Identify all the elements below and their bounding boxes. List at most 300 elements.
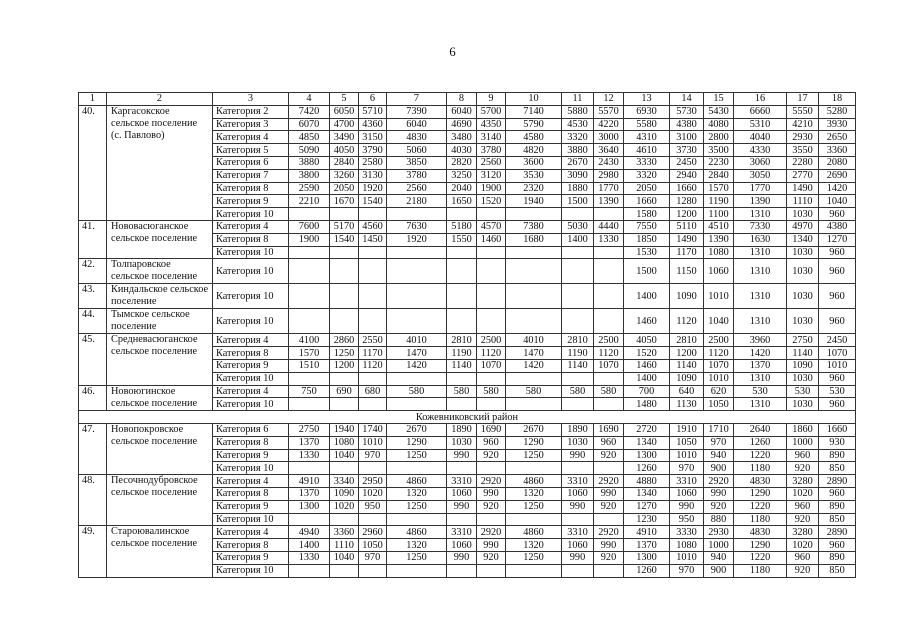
value-cell: 1520 bbox=[624, 347, 670, 360]
value-cell: 580 bbox=[477, 385, 506, 398]
category-cell: Категория 8 bbox=[213, 436, 289, 449]
header-cell: 11 bbox=[562, 93, 594, 106]
value-cell: 3550 bbox=[787, 144, 819, 157]
value-cell: 640 bbox=[670, 385, 704, 398]
category-cell: Категория 10 bbox=[213, 372, 289, 385]
value-cell bbox=[289, 398, 330, 411]
value-cell: 1110 bbox=[330, 539, 359, 552]
value-cell: 970 bbox=[359, 449, 387, 462]
value-cell bbox=[447, 284, 477, 309]
row-number: 44. bbox=[79, 309, 107, 334]
category-cell: Категория 10 bbox=[213, 564, 289, 577]
value-cell: 1940 bbox=[330, 423, 359, 436]
value-cell: 940 bbox=[704, 449, 734, 462]
value-cell: 1540 bbox=[359, 195, 387, 208]
value-cell: 1310 bbox=[734, 208, 787, 221]
value-cell: 1290 bbox=[387, 436, 447, 449]
value-cell: 4510 bbox=[704, 220, 734, 233]
value-cell: 4010 bbox=[387, 334, 447, 347]
value-cell: 1340 bbox=[787, 233, 819, 246]
value-cell: 2810 bbox=[562, 334, 594, 347]
value-cell bbox=[387, 513, 447, 526]
value-cell: 2180 bbox=[387, 195, 447, 208]
value-cell: 1270 bbox=[624, 500, 670, 513]
value-cell: 4310 bbox=[624, 131, 670, 144]
header-cell: 14 bbox=[670, 93, 704, 106]
value-cell bbox=[506, 259, 562, 284]
value-cell: 960 bbox=[787, 551, 819, 564]
value-cell: 3090 bbox=[562, 169, 594, 182]
value-cell: 1460 bbox=[624, 359, 670, 372]
value-cell: 1200 bbox=[670, 347, 704, 360]
value-cell: 1770 bbox=[594, 182, 624, 195]
value-cell: 580 bbox=[387, 385, 447, 398]
category-cell: Категория 4 bbox=[213, 131, 289, 144]
value-cell: 3000 bbox=[594, 131, 624, 144]
value-cell: 1390 bbox=[704, 233, 734, 246]
category-cell: Категория 4 bbox=[213, 475, 289, 488]
value-cell: 2050 bbox=[624, 182, 670, 195]
value-cell: 1740 bbox=[359, 423, 387, 436]
value-cell: 2920 bbox=[704, 475, 734, 488]
value-cell: 1540 bbox=[330, 233, 359, 246]
value-cell: 1140 bbox=[447, 359, 477, 372]
value-cell: 1030 bbox=[787, 208, 819, 221]
table-row bbox=[79, 220, 856, 233]
value-cell: 3120 bbox=[477, 169, 506, 182]
value-cell: 4040 bbox=[734, 131, 787, 144]
value-cell: 1250 bbox=[506, 551, 562, 564]
value-cell bbox=[387, 398, 447, 411]
value-cell: 2810 bbox=[447, 334, 477, 347]
value-cell: 1690 bbox=[594, 423, 624, 436]
value-cell: 1670 bbox=[330, 195, 359, 208]
value-cell bbox=[387, 564, 447, 577]
value-cell: 1030 bbox=[787, 284, 819, 309]
value-cell: 1140 bbox=[562, 359, 594, 372]
value-cell: 1140 bbox=[787, 347, 819, 360]
row-number: 41. bbox=[79, 220, 107, 258]
value-cell: 1420 bbox=[506, 359, 562, 372]
value-cell: 2920 bbox=[594, 475, 624, 488]
value-cell: 1170 bbox=[670, 246, 704, 259]
value-cell: 2550 bbox=[359, 334, 387, 347]
value-cell: 960 bbox=[819, 309, 856, 334]
value-cell: 960 bbox=[477, 436, 506, 449]
value-cell: 6040 bbox=[447, 105, 477, 118]
value-cell bbox=[562, 398, 594, 411]
value-cell: 1050 bbox=[704, 398, 734, 411]
value-cell: 1920 bbox=[359, 182, 387, 195]
value-cell: 4820 bbox=[506, 144, 562, 157]
value-cell bbox=[562, 246, 594, 259]
value-cell bbox=[477, 246, 506, 259]
value-cell bbox=[477, 462, 506, 475]
value-cell bbox=[289, 284, 330, 309]
value-cell: 1010 bbox=[670, 449, 704, 462]
value-cell: 1220 bbox=[734, 500, 787, 513]
value-cell: 920 bbox=[477, 551, 506, 564]
category-cell: Категория 8 bbox=[213, 487, 289, 500]
value-cell: 1490 bbox=[670, 233, 704, 246]
value-cell: 940 bbox=[704, 551, 734, 564]
value-cell: 4030 bbox=[447, 144, 477, 157]
value-cell: 1090 bbox=[787, 359, 819, 372]
value-cell: 850 bbox=[819, 564, 856, 577]
value-cell: 1300 bbox=[624, 551, 670, 564]
value-cell: 530 bbox=[819, 385, 856, 398]
value-cell: 1000 bbox=[704, 539, 734, 552]
table-body bbox=[79, 93, 856, 578]
value-cell: 1250 bbox=[506, 500, 562, 513]
value-cell: 1230 bbox=[624, 513, 670, 526]
value-cell: 1060 bbox=[447, 487, 477, 500]
settlement-name: Староювалинское сельское поселение bbox=[107, 526, 213, 577]
value-cell bbox=[594, 246, 624, 259]
value-cell: 950 bbox=[670, 513, 704, 526]
category-cell: Категория 10 bbox=[213, 462, 289, 475]
value-cell: 2980 bbox=[594, 169, 624, 182]
value-cell bbox=[447, 259, 477, 284]
category-cell: Категория 9 bbox=[213, 359, 289, 372]
value-cell: 5170 bbox=[330, 220, 359, 233]
value-cell bbox=[477, 259, 506, 284]
value-cell: 1060 bbox=[704, 259, 734, 284]
value-cell bbox=[447, 309, 477, 334]
value-cell bbox=[359, 372, 387, 385]
value-cell bbox=[289, 309, 330, 334]
value-cell: 850 bbox=[819, 513, 856, 526]
value-cell: 990 bbox=[670, 500, 704, 513]
value-cell: 1030 bbox=[562, 436, 594, 449]
value-cell bbox=[477, 564, 506, 577]
value-cell: 1680 bbox=[506, 233, 562, 246]
value-cell: 1010 bbox=[359, 436, 387, 449]
row-number: 42. bbox=[79, 259, 107, 284]
value-cell: 7550 bbox=[624, 220, 670, 233]
row-number: 49. bbox=[79, 526, 107, 577]
category-cell: Категория 10 bbox=[213, 513, 289, 526]
value-cell: 1570 bbox=[289, 347, 330, 360]
value-cell: 1090 bbox=[330, 487, 359, 500]
row-number: 46. bbox=[79, 385, 107, 411]
value-cell bbox=[289, 259, 330, 284]
value-cell: 1690 bbox=[477, 423, 506, 436]
value-cell: 1120 bbox=[670, 309, 704, 334]
value-cell: 990 bbox=[447, 449, 477, 462]
value-cell: 1060 bbox=[562, 539, 594, 552]
value-cell bbox=[330, 208, 359, 221]
header-cell: 13 bbox=[624, 93, 670, 106]
value-cell: 1420 bbox=[734, 347, 787, 360]
category-cell: Категория 9 bbox=[213, 449, 289, 462]
value-cell: 3800 bbox=[289, 169, 330, 182]
value-cell: 1400 bbox=[562, 233, 594, 246]
header-cell: 10 bbox=[506, 93, 562, 106]
value-cell: 3360 bbox=[330, 526, 359, 539]
value-cell bbox=[594, 208, 624, 221]
value-cell: 1060 bbox=[447, 539, 477, 552]
value-cell bbox=[289, 246, 330, 259]
value-cell: 1400 bbox=[624, 284, 670, 309]
value-cell: 1290 bbox=[506, 436, 562, 449]
value-cell: 1500 bbox=[562, 195, 594, 208]
value-cell: 1890 bbox=[562, 423, 594, 436]
value-cell: 2450 bbox=[670, 156, 704, 169]
category-cell: Категория 10 bbox=[213, 259, 289, 284]
table-row bbox=[79, 259, 856, 284]
value-cell bbox=[562, 208, 594, 221]
value-cell: 1290 bbox=[734, 487, 787, 500]
value-cell: 1010 bbox=[704, 284, 734, 309]
value-cell: 1220 bbox=[734, 551, 787, 564]
value-cell: 2590 bbox=[289, 182, 330, 195]
value-cell bbox=[289, 372, 330, 385]
value-cell: 1070 bbox=[704, 359, 734, 372]
value-cell: 5730 bbox=[670, 105, 704, 118]
value-cell: 1400 bbox=[624, 372, 670, 385]
value-cell: 3330 bbox=[624, 156, 670, 169]
value-cell: 530 bbox=[734, 385, 787, 398]
value-cell: 6040 bbox=[387, 118, 447, 131]
value-cell: 1030 bbox=[787, 259, 819, 284]
value-cell: 2840 bbox=[330, 156, 359, 169]
value-cell: 1200 bbox=[330, 359, 359, 372]
value-cell: 2230 bbox=[704, 156, 734, 169]
value-cell bbox=[289, 462, 330, 475]
value-cell: 1180 bbox=[734, 462, 787, 475]
value-cell: 990 bbox=[594, 539, 624, 552]
value-cell: 990 bbox=[562, 551, 594, 564]
value-cell: 580 bbox=[594, 385, 624, 398]
value-cell bbox=[359, 564, 387, 577]
value-cell: 620 bbox=[704, 385, 734, 398]
category-cell: Категория 4 bbox=[213, 220, 289, 233]
value-cell bbox=[359, 259, 387, 284]
value-cell: 920 bbox=[787, 462, 819, 475]
value-cell: 1090 bbox=[670, 372, 704, 385]
value-cell: 2670 bbox=[387, 423, 447, 436]
value-cell: 1030 bbox=[787, 246, 819, 259]
value-cell: 1310 bbox=[734, 259, 787, 284]
value-cell: 3260 bbox=[330, 169, 359, 182]
value-cell: 1390 bbox=[734, 195, 787, 208]
value-cell: 1310 bbox=[734, 372, 787, 385]
value-cell: 6050 bbox=[330, 105, 359, 118]
value-cell: 1260 bbox=[624, 462, 670, 475]
value-cell: 1290 bbox=[734, 539, 787, 552]
value-cell bbox=[477, 372, 506, 385]
category-cell: Категория 10 bbox=[213, 208, 289, 221]
value-cell: 930 bbox=[819, 436, 856, 449]
value-cell bbox=[330, 462, 359, 475]
value-cell: 1470 bbox=[387, 347, 447, 360]
category-cell: Категория 3 bbox=[213, 118, 289, 131]
value-cell: 1320 bbox=[387, 539, 447, 552]
value-cell bbox=[506, 208, 562, 221]
value-cell: 5790 bbox=[506, 118, 562, 131]
value-cell: 3130 bbox=[359, 169, 387, 182]
value-cell: 990 bbox=[562, 500, 594, 513]
value-cell bbox=[594, 513, 624, 526]
value-cell: 2890 bbox=[819, 526, 856, 539]
value-cell: 4360 bbox=[359, 118, 387, 131]
category-cell: Категория 6 bbox=[213, 156, 289, 169]
value-cell: 4910 bbox=[289, 475, 330, 488]
value-cell bbox=[289, 513, 330, 526]
value-cell: 2580 bbox=[359, 156, 387, 169]
value-cell bbox=[387, 309, 447, 334]
value-cell: 3310 bbox=[562, 475, 594, 488]
value-cell: 990 bbox=[447, 551, 477, 564]
value-cell: 3310 bbox=[447, 526, 477, 539]
value-cell: 4860 bbox=[387, 475, 447, 488]
header-cell: 8 bbox=[447, 93, 477, 106]
category-cell: Категория 10 bbox=[213, 309, 289, 334]
value-cell: 1310 bbox=[734, 398, 787, 411]
header-cell: 2 bbox=[107, 93, 213, 106]
value-cell: 2920 bbox=[477, 526, 506, 539]
value-cell: 3480 bbox=[447, 131, 477, 144]
value-cell: 1030 bbox=[787, 372, 819, 385]
value-cell: 4880 bbox=[624, 475, 670, 488]
value-cell: 2080 bbox=[819, 156, 856, 169]
value-cell bbox=[330, 309, 359, 334]
value-cell: 1260 bbox=[624, 564, 670, 577]
value-cell: 6930 bbox=[624, 105, 670, 118]
value-cell: 5280 bbox=[819, 105, 856, 118]
header-cell: 7 bbox=[387, 93, 447, 106]
value-cell bbox=[477, 513, 506, 526]
settlement-name: Толпаровское сельское поселение bbox=[107, 259, 213, 284]
value-cell: 3320 bbox=[624, 169, 670, 182]
table-row bbox=[79, 105, 856, 118]
value-cell bbox=[359, 398, 387, 411]
value-cell: 3880 bbox=[289, 156, 330, 169]
value-cell: 2670 bbox=[562, 156, 594, 169]
value-cell: 1330 bbox=[289, 449, 330, 462]
value-cell: 1650 bbox=[447, 195, 477, 208]
value-cell bbox=[562, 372, 594, 385]
header-cell: 18 bbox=[819, 93, 856, 106]
value-cell: 580 bbox=[562, 385, 594, 398]
row-number: 45. bbox=[79, 334, 107, 385]
value-cell: 1070 bbox=[819, 347, 856, 360]
value-cell bbox=[330, 246, 359, 259]
value-cell: 1320 bbox=[387, 487, 447, 500]
value-cell: 5110 bbox=[670, 220, 704, 233]
value-cell: 4210 bbox=[787, 118, 819, 131]
value-cell: 1580 bbox=[624, 208, 670, 221]
category-cell: Категория 4 bbox=[213, 334, 289, 347]
value-cell: 1220 bbox=[734, 449, 787, 462]
value-cell: 1450 bbox=[359, 233, 387, 246]
value-cell: 7420 bbox=[289, 105, 330, 118]
value-cell: 920 bbox=[594, 500, 624, 513]
value-cell: 3600 bbox=[506, 156, 562, 169]
value-cell bbox=[594, 372, 624, 385]
value-cell: 1850 bbox=[624, 233, 670, 246]
value-cell: 1660 bbox=[670, 182, 704, 195]
value-cell: 990 bbox=[562, 449, 594, 462]
value-cell: 2640 bbox=[734, 423, 787, 436]
header-cell: 1 bbox=[79, 93, 107, 106]
value-cell: 960 bbox=[594, 436, 624, 449]
value-cell bbox=[387, 259, 447, 284]
value-cell: 4610 bbox=[624, 144, 670, 157]
value-cell: 2750 bbox=[289, 423, 330, 436]
value-cell: 920 bbox=[787, 564, 819, 577]
value-cell: 2960 bbox=[359, 526, 387, 539]
value-cell: 3280 bbox=[787, 475, 819, 488]
value-cell: 7330 bbox=[734, 220, 787, 233]
value-cell: 3320 bbox=[562, 131, 594, 144]
value-cell bbox=[387, 284, 447, 309]
value-cell: 970 bbox=[704, 436, 734, 449]
value-cell: 3790 bbox=[359, 144, 387, 157]
value-cell: 1550 bbox=[447, 233, 477, 246]
value-cell bbox=[594, 462, 624, 475]
value-cell: 1030 bbox=[787, 309, 819, 334]
value-cell: 1320 bbox=[506, 539, 562, 552]
value-cell bbox=[594, 564, 624, 577]
settlement-name: Киндальское сельское поселение bbox=[107, 284, 213, 309]
value-cell: 1660 bbox=[819, 423, 856, 436]
value-cell: 1250 bbox=[387, 551, 447, 564]
value-cell: 1000 bbox=[787, 436, 819, 449]
settlement-name: Новопокровское сельское поселение bbox=[107, 423, 213, 474]
value-cell: 3280 bbox=[787, 526, 819, 539]
value-cell: 890 bbox=[819, 551, 856, 564]
value-cell: 1050 bbox=[670, 436, 704, 449]
value-cell: 1530 bbox=[624, 246, 670, 259]
value-cell: 1250 bbox=[387, 449, 447, 462]
value-cell: 1880 bbox=[562, 182, 594, 195]
value-cell: 1190 bbox=[704, 195, 734, 208]
value-cell: 4830 bbox=[734, 526, 787, 539]
value-cell: 1500 bbox=[624, 259, 670, 284]
value-cell: 5030 bbox=[562, 220, 594, 233]
value-cell: 1250 bbox=[506, 449, 562, 462]
value-cell: 970 bbox=[670, 462, 704, 475]
value-cell: 1250 bbox=[330, 347, 359, 360]
table-row bbox=[79, 309, 856, 334]
header-cell: 12 bbox=[594, 93, 624, 106]
value-cell: 1770 bbox=[734, 182, 787, 195]
value-cell bbox=[359, 309, 387, 334]
value-cell bbox=[506, 462, 562, 475]
value-cell: 880 bbox=[704, 513, 734, 526]
value-cell: 1120 bbox=[704, 347, 734, 360]
value-cell: 1940 bbox=[506, 195, 562, 208]
value-cell: 3360 bbox=[819, 144, 856, 157]
value-cell: 1180 bbox=[734, 564, 787, 577]
value-cell: 4100 bbox=[289, 334, 330, 347]
value-cell: 2450 bbox=[819, 334, 856, 347]
value-cell: 1140 bbox=[670, 359, 704, 372]
value-cell: 1860 bbox=[787, 423, 819, 436]
value-cell bbox=[562, 564, 594, 577]
value-cell: 2050 bbox=[330, 182, 359, 195]
value-cell: 1120 bbox=[359, 359, 387, 372]
value-cell: 2500 bbox=[594, 334, 624, 347]
value-cell: 7380 bbox=[506, 220, 562, 233]
value-cell: 5180 bbox=[447, 220, 477, 233]
settlement-name: Новоюгинское сельское поселение bbox=[107, 385, 213, 411]
value-cell: 2040 bbox=[447, 182, 477, 195]
category-cell: Категория 5 bbox=[213, 144, 289, 157]
value-cell: 970 bbox=[359, 551, 387, 564]
